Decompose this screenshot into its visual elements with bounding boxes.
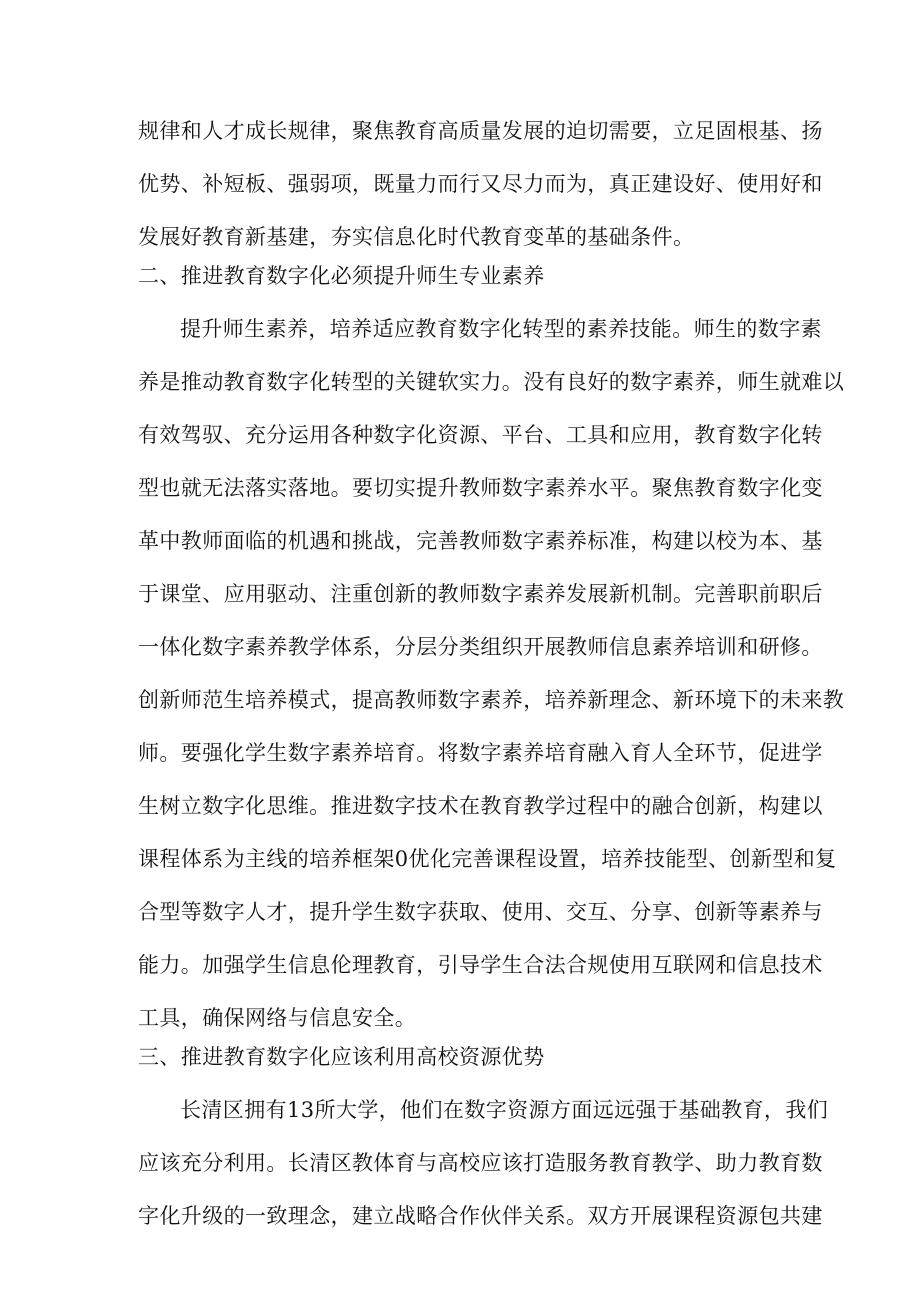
paragraph-line: 师。要强化学生数字素养培育。将数字素养培育融入育人全环节，促进学 bbox=[138, 741, 823, 765]
paragraph-line: 一体化数字素养教学体系，分层分类组织开展教师信息素养培训和研修。 bbox=[138, 635, 823, 659]
paragraph-line: 课程体系为主线的培养框架0优化完善课程设置，培养技能型、创新型和复 bbox=[138, 847, 837, 871]
paragraph-line: 有效驾驭、充分运用各种数字化资源、平台、工具和应用，教育数字化转 bbox=[138, 423, 823, 447]
paragraph-line: 优势、补短板、强弱项，既量力而行又尽力而为，真正建设好、使用好和 bbox=[138, 172, 823, 196]
paragraph-line: 提升师生素养，培养适应教育数字化转型的素养技能。师生的数字素 bbox=[180, 317, 822, 341]
paragraph-line: 规律和人才成长规律，聚焦教育高质量发展的迫切需要，立足固根基、扬 bbox=[138, 119, 823, 143]
paragraph-line: 型也就无法落实落地。要切实提升教师数字素养水平。聚焦教育数字化变 bbox=[138, 476, 823, 500]
paragraph-line: 于课堂、应用驱动、注重创新的教师数字素养发展新机制。完善职前职后 bbox=[138, 582, 823, 606]
paragraph-line: 字化升级的一致理念，建立战略合作伙伴关系。双方开展课程资源包共建 bbox=[138, 1204, 823, 1228]
paragraph-line: 生树立数字化思维。推进数字技术在教育教学过程中的融合创新，构建以 bbox=[138, 794, 823, 818]
paragraph-line: 能力。加强学生信息伦理教育，引导学生合法合规使用互联网和信息技术 bbox=[138, 953, 823, 977]
paragraph-line: 工具，确保网络与信息安全。 bbox=[138, 1006, 417, 1030]
paragraph-line: 革中教师面临的机遇和挑战，完善教师数字素养标准，构建以校为本、基 bbox=[138, 529, 823, 553]
section-heading: 二、推进教育数字化必须提升师生专业素养 bbox=[138, 264, 545, 288]
paragraph-line: 创新师范生培养模式，提高教师数字素养，培养新理念、新环境下的未来教 bbox=[138, 688, 845, 712]
paragraph-line: 长清区拥有13所大学，他们在数字资源方面远远强于基础教育，我们 bbox=[180, 1098, 829, 1122]
paragraph-line: 养是推动教育数字化转型的关键软实力。没有良好的数字素养，师生就难以 bbox=[138, 370, 845, 394]
section-heading: 三、推进教育数字化应该利用高校资源优势 bbox=[138, 1045, 545, 1069]
paragraph-line: 合型等数字人才，提升学生数字获取、使用、交互、分享、创新等素养与 bbox=[138, 900, 823, 924]
paragraph-line: 发展好教育新基建，夯实信息化时代教育变革的基础条件。 bbox=[138, 225, 695, 249]
paragraph-line: 应该充分利用。长清区教体育与高校应该打造服务教育教学、助力教育数 bbox=[138, 1151, 823, 1175]
